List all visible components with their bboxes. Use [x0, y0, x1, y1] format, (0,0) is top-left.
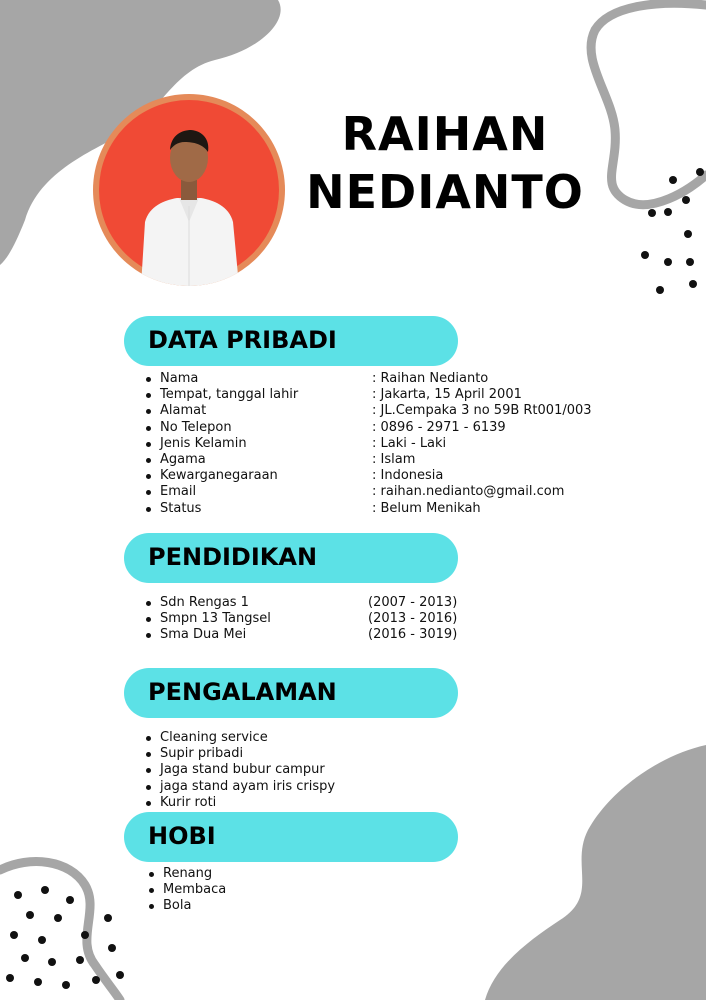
section-title: PENGALAMAN [148, 678, 337, 706]
bottom-left-outline [0, 862, 120, 1000]
section-header-personal [124, 316, 458, 366]
top-right-outline [591, 3, 706, 204]
list-item: Tempat, tanggal lahir : Jakarta, 15 April 2001 [144, 387, 624, 403]
bottom-right-blob [485, 745, 706, 1000]
section-title: HOBI [148, 822, 216, 850]
section-header-experience [124, 668, 458, 718]
list-item: Kurir roti [144, 795, 444, 811]
last-name: NEDIANTO [306, 165, 584, 219]
list-item: Agama : Islam [144, 452, 624, 468]
list-item: Kewarganegaraan : Indonesia [144, 468, 624, 484]
hobbies-list [147, 866, 347, 915]
list-item: Renang [147, 866, 347, 882]
list-item: No Telepon : 0896 - 2971 - 6139 [144, 420, 624, 436]
education-list [144, 595, 544, 644]
list-item: Nama : Raihan Nedianto [144, 371, 624, 387]
list-item: Sdn Rengas 1 (2007 - 2013) [144, 595, 544, 611]
section-header-hobbies [124, 812, 458, 862]
list-item: Supir pribadi [144, 746, 444, 762]
section-header-education [124, 533, 458, 583]
list-item: Sma Dua Mei (2016 - 3019) [144, 627, 544, 643]
list-item: Membaca [147, 882, 347, 898]
first-name: RAIHAN [341, 107, 549, 161]
experience-list [144, 730, 444, 811]
list-item: jaga stand ayam iris crispy [144, 779, 444, 795]
full-name [305, 105, 585, 221]
list-item: Smpn 13 Tangsel (2013 - 2016) [144, 611, 544, 627]
list-item: Alamat : JL.Cempaka 3 no 59B Rt001/003 [144, 403, 624, 419]
section-title: PENDIDIKAN [148, 543, 318, 571]
profile-photo [93, 94, 285, 286]
section-title: DATA PRIBADI [148, 326, 337, 354]
list-item: Bola [147, 898, 347, 914]
list-item: Jaga stand bubur campur [144, 762, 444, 778]
list-item: Status : Belum Menikah [144, 501, 624, 517]
list-item: Cleaning service [144, 730, 444, 746]
personal-data-list [144, 371, 624, 517]
list-item: Jenis Kelamin : Laki - Laki [144, 436, 624, 452]
list-item: Email : raihan.nedianto@gmail.com [144, 484, 624, 500]
